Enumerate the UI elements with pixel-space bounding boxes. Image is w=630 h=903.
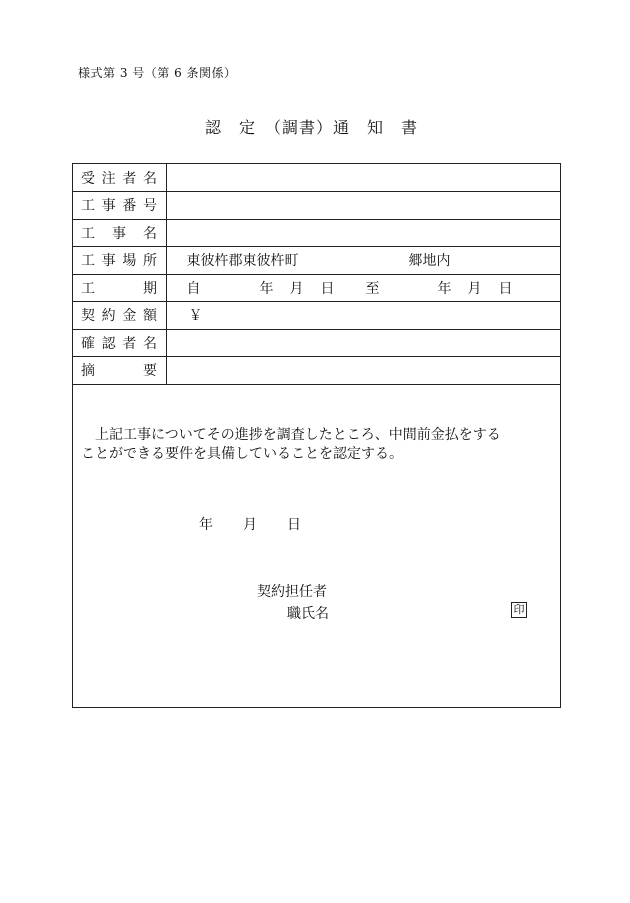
label-summary xyxy=(73,357,166,385)
label-char: 約 xyxy=(101,308,116,325)
period-to-day: 日 xyxy=(498,280,513,297)
table-row-summary xyxy=(73,357,560,385)
work-name-field[interactable] xyxy=(166,219,560,247)
label-char: 名 xyxy=(143,225,157,242)
confirmer-field[interactable] xyxy=(166,329,560,357)
label-char: 者 xyxy=(122,335,137,352)
location-suffix: 郷地内 xyxy=(408,253,451,270)
label-char: 工 xyxy=(81,225,95,242)
label-period xyxy=(73,274,166,302)
label-work-number xyxy=(73,192,166,220)
form-number: 様式第 3 号（第 6 条関係） xyxy=(78,66,237,80)
label-char: 認 xyxy=(101,335,116,352)
label-char: 所 xyxy=(142,253,157,270)
contract-amount-field[interactable] xyxy=(166,302,560,330)
period-from-month: 月 xyxy=(289,280,304,297)
label-char: 場 xyxy=(122,253,137,270)
table-row-work-location xyxy=(73,247,560,275)
period-from-label: 自 xyxy=(186,280,201,297)
label-work-location xyxy=(73,247,166,275)
table-row-work-name xyxy=(73,219,560,247)
signer-title: 契約担任者 xyxy=(257,584,327,600)
label-char: 事 xyxy=(112,225,126,242)
label-char: 要 xyxy=(143,363,157,380)
label-char: 工 xyxy=(81,198,95,215)
period-field[interactable] xyxy=(166,274,560,302)
label-contract-amount xyxy=(73,302,166,330)
info-table xyxy=(73,164,560,385)
label-char: 事 xyxy=(101,253,116,270)
label-char: 者 xyxy=(122,170,137,187)
date-year: 年 xyxy=(199,517,213,533)
label-char: 番 xyxy=(122,198,137,215)
label-char: 事 xyxy=(101,198,116,215)
date-month: 月 xyxy=(243,517,257,533)
label-contractor xyxy=(73,164,166,192)
label-char: 契 xyxy=(81,308,95,325)
work-location-field[interactable] xyxy=(166,247,560,275)
period-to-month: 月 xyxy=(467,280,482,297)
period-to-year: 年 xyxy=(437,280,452,297)
label-char: 期 xyxy=(143,280,157,297)
label-char: 額 xyxy=(142,308,157,325)
label-char: 確 xyxy=(81,335,95,352)
label-char: 摘 xyxy=(81,363,95,380)
location-prefix: 東彼杵郡東彼杵町 xyxy=(186,253,299,270)
table-row-period xyxy=(73,274,560,302)
label-char: 注 xyxy=(101,170,116,187)
period-from-year: 年 xyxy=(259,280,274,297)
label-char: 名 xyxy=(142,335,157,352)
label-char: 号 xyxy=(142,198,157,215)
signer-name-label: 職氏名 xyxy=(287,606,329,622)
contractor-field[interactable] xyxy=(166,164,560,192)
period-to-label: 至 xyxy=(365,280,380,297)
seal-icon: 印 xyxy=(511,602,527,618)
label-char: 工 xyxy=(81,253,95,270)
table-row-contract-amount xyxy=(73,302,560,330)
certification-text: 上記工事についてその進捗を調査したところ、中間前金払をする ことができる要件を具備していることを認定する。 xyxy=(81,427,501,462)
table-row-work-number xyxy=(73,192,560,220)
form-frame xyxy=(72,163,561,708)
label-char: 受 xyxy=(81,170,95,187)
table-row-confirmer xyxy=(73,329,560,357)
date-day: 日 xyxy=(287,517,301,533)
document-title: 認 定 （調書）通 知 書 xyxy=(205,118,419,137)
table-row-contractor xyxy=(73,164,560,192)
label-char: 金 xyxy=(122,308,137,325)
work-number-field[interactable] xyxy=(166,192,560,220)
yen-symbol: ￥ xyxy=(188,308,203,325)
label-work-name xyxy=(73,219,166,247)
period-from-day: 日 xyxy=(320,280,335,297)
label-char: 名 xyxy=(142,170,157,187)
label-char: 工 xyxy=(81,280,95,297)
summary-field[interactable] xyxy=(166,357,560,385)
label-confirmer xyxy=(73,329,166,357)
